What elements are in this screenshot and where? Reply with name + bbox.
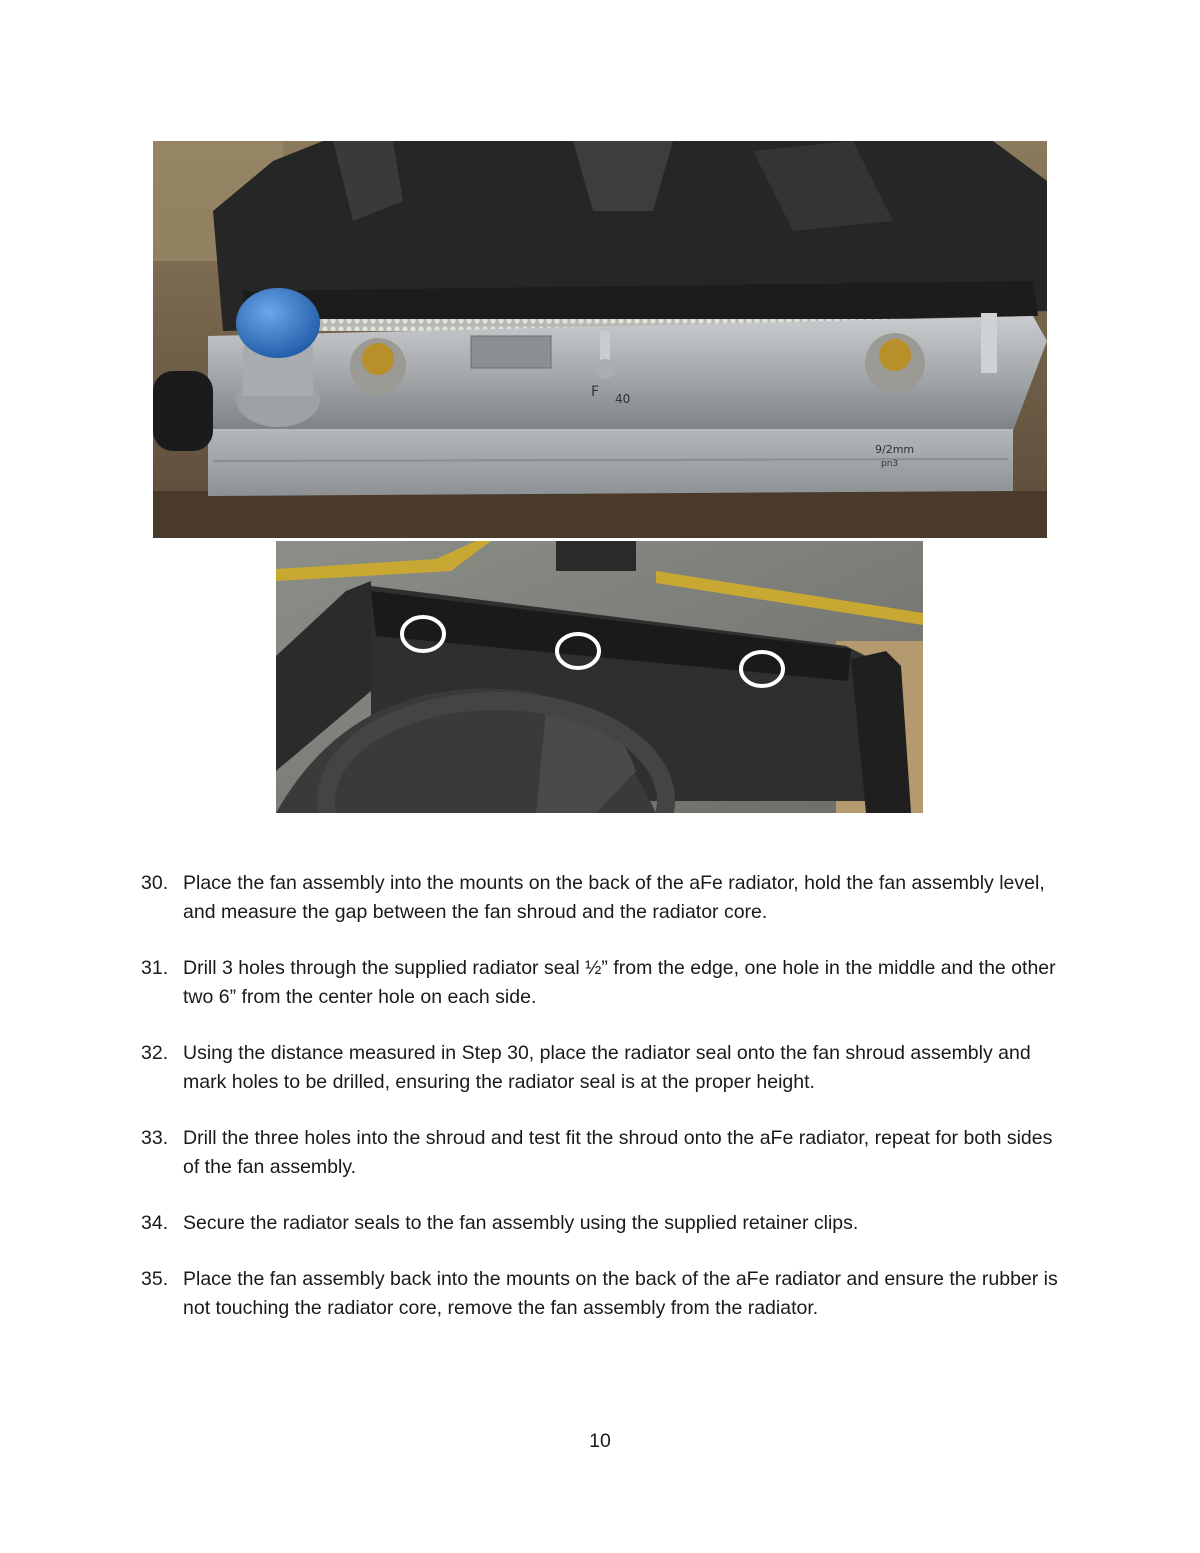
step-text: Using the distance measured in Step 30, place the radiator seal onto the fan shroud assembly and mark holes to be drilled, ensuring the radiator seal is at the proper height. [183, 1042, 1031, 1093]
step-number: 34. [141, 1212, 169, 1234]
page-number: 10 [589, 1430, 611, 1452]
fan-shroud-photo [276, 541, 923, 813]
handwritten-mark: F [591, 384, 600, 400]
step-text: Secure the radiator seals to the fan assembly using the supplied retainer clips. [183, 1212, 859, 1234]
step-number: 33. [141, 1127, 169, 1149]
step-number: 35. [141, 1268, 169, 1290]
radiator-illustration [153, 141, 1047, 538]
step-text: Place the fan assembly into the mounts on the back of the aFe radiator, hold the fan assembly level, and measure the gap between the fan shroud and the radiator core. [183, 872, 1045, 923]
step-number: 32. [141, 1042, 169, 1064]
step-32 [138, 1039, 1058, 1097]
handwritten-mark: 40 [615, 392, 631, 406]
step-text: Place the fan assembly back into the mounts on the back of the aFe radiator and ensure the rubber is not touching the radiator core, remove the fan assembly from the radiator. [183, 1268, 1058, 1319]
step-35 [138, 1265, 1058, 1323]
instruction-steps [138, 869, 1058, 1350]
fan-shroud-illustration [276, 541, 923, 813]
step-33 [138, 1124, 1058, 1182]
step-number: 30. [141, 872, 169, 894]
radiator-photo [153, 141, 1047, 538]
step-34 [138, 1209, 1058, 1238]
step-text: Drill the three holes into the shroud and test fit the shroud onto the aFe radiator, repeat for both sides of the fan assembly. [183, 1127, 1053, 1178]
handwritten-mark: pn3 [881, 459, 899, 469]
step-30 [138, 869, 1058, 927]
step-text: Drill 3 holes through the supplied radiator seal ½” from the edge, one hole in the middle and the other two 6” from the center hole on each side. [183, 957, 1056, 1008]
step-31 [138, 954, 1058, 1012]
step-number: 31. [141, 957, 169, 979]
handwritten-mark: 9/2mm [875, 443, 915, 456]
